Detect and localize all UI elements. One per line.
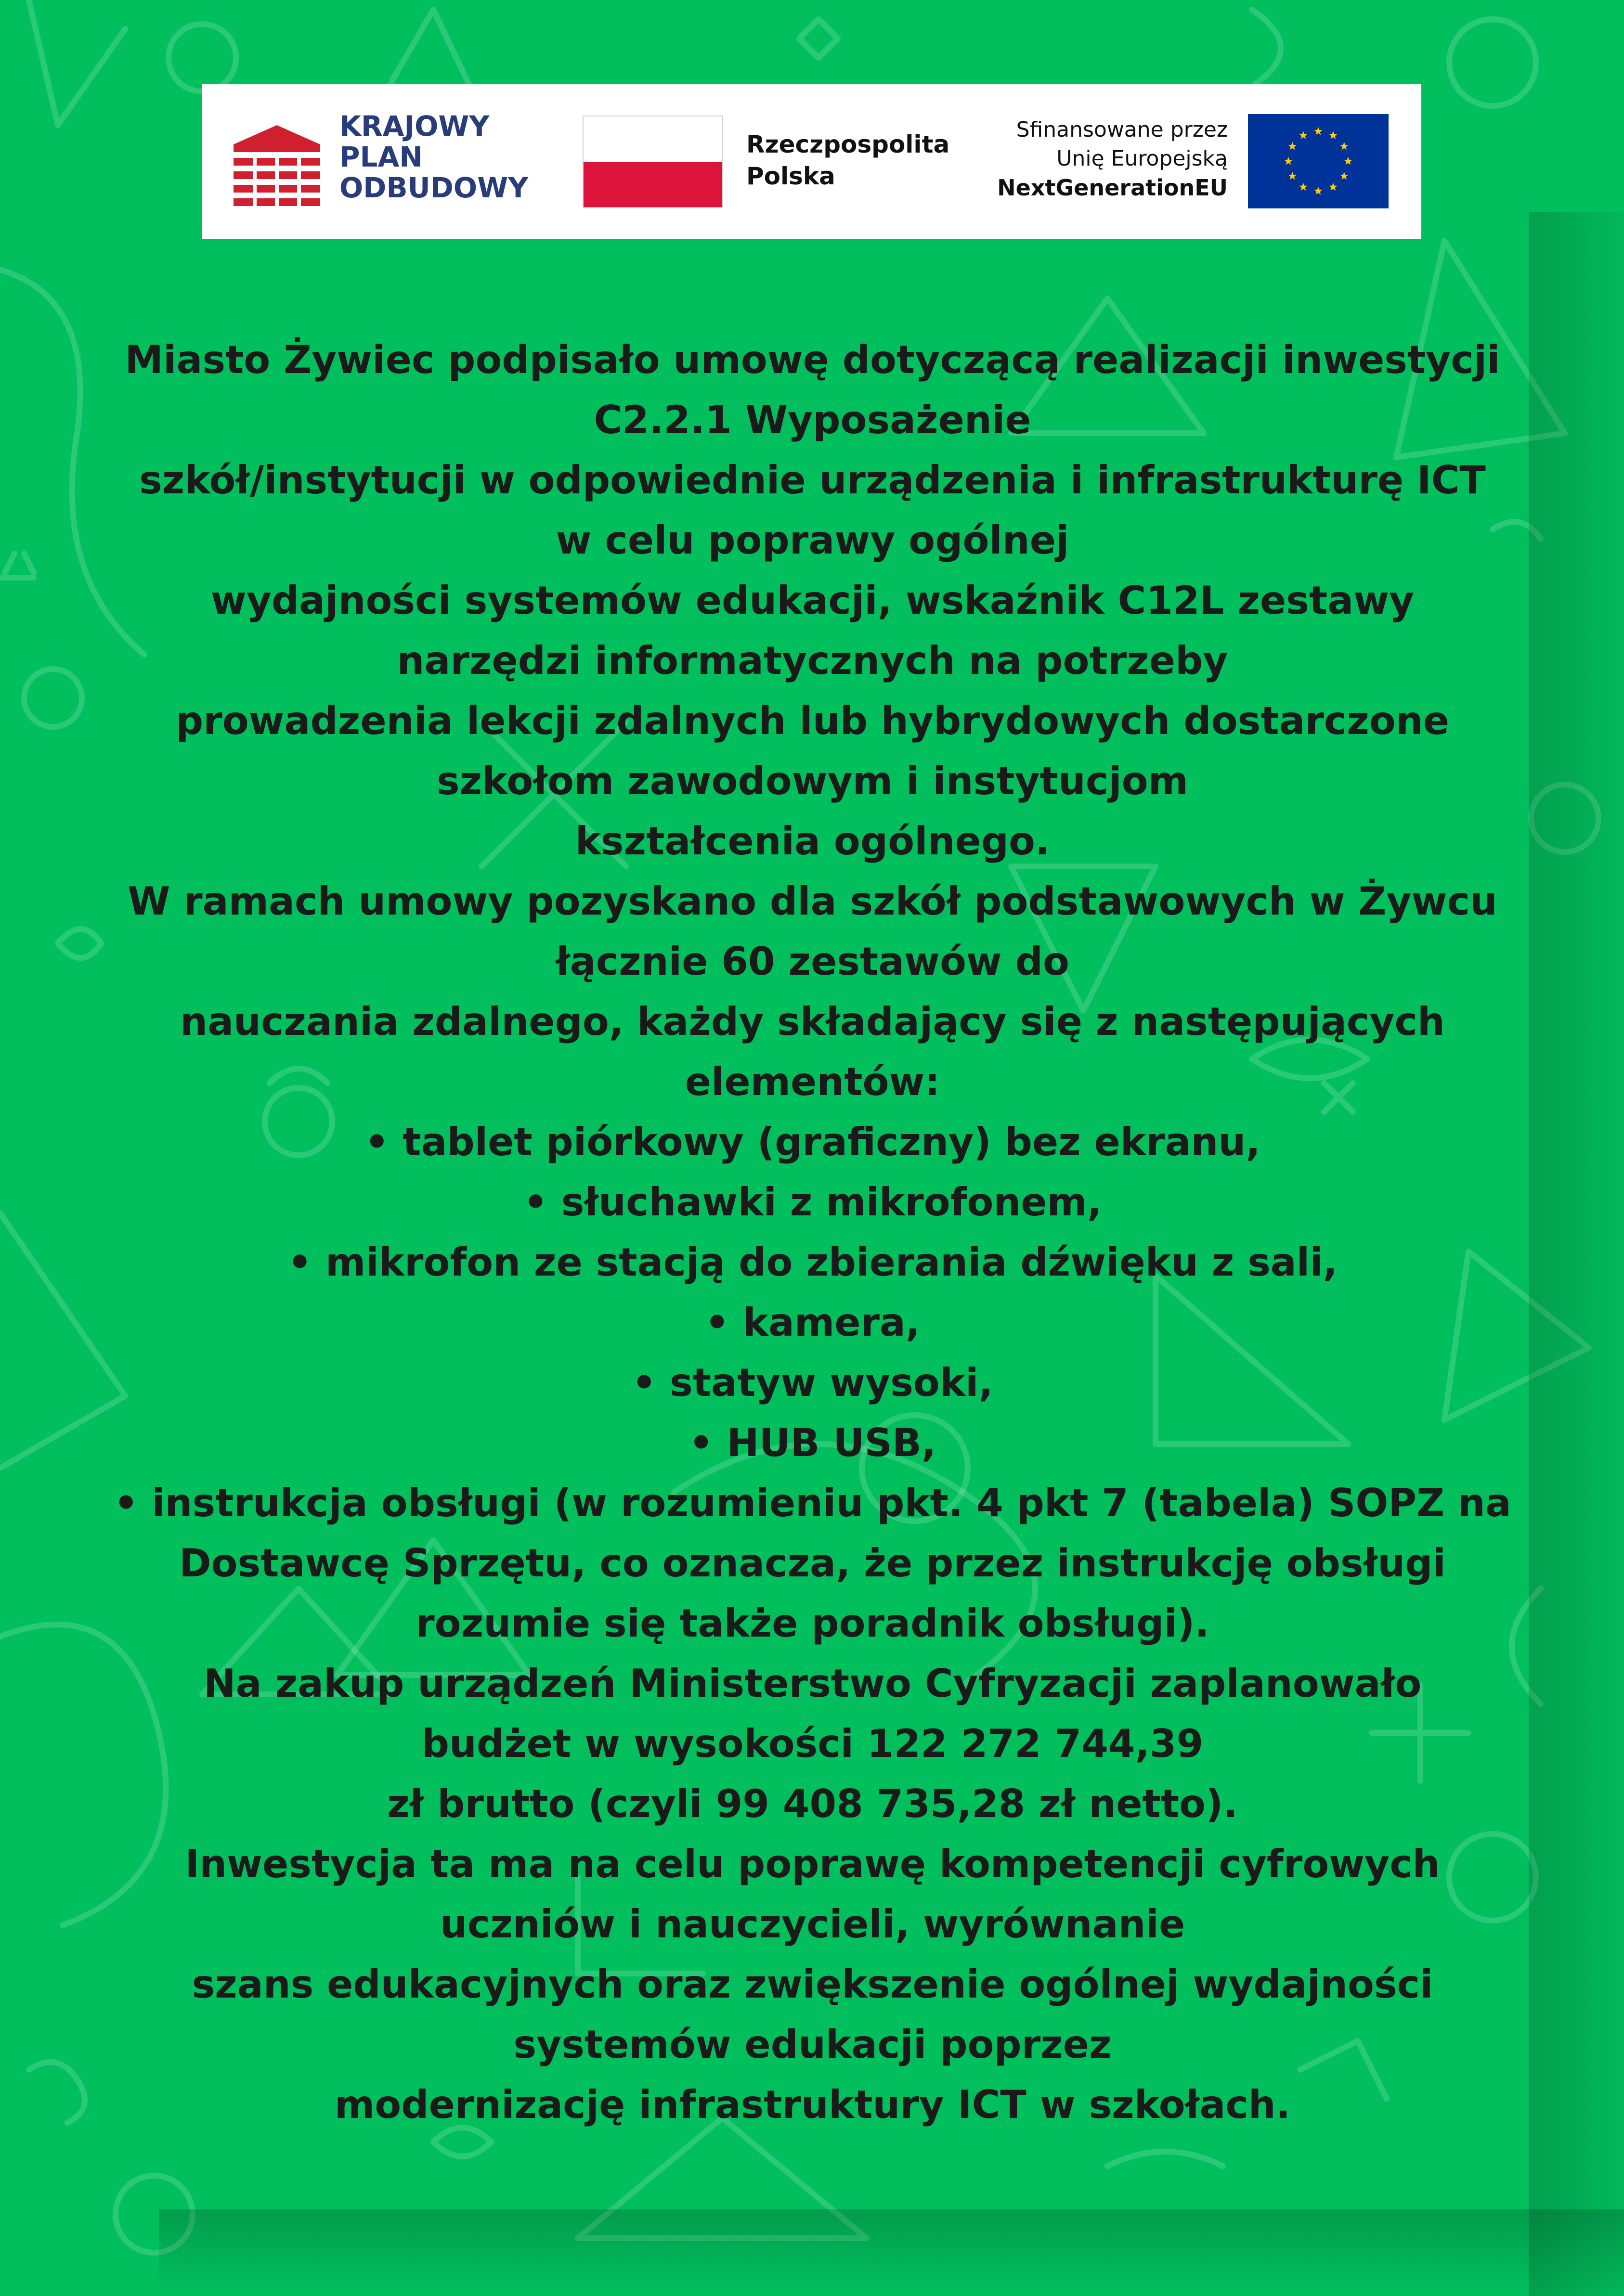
kpo-logo-text <box>339 111 528 203</box>
poland-line-1: Rzeczpospolita <box>746 130 950 158</box>
announcement-line: zł brutto (czyli 99 408 735,28 zł netto). <box>387 1781 1238 1826</box>
kpo-line-3: ODBUDOWY <box>339 171 529 204</box>
announcement-line: Dostawcę Sprzętu, co oznacza, że przez instrukcję obsługi <box>179 1541 1446 1586</box>
kpo-line-1: KRAJOWY <box>339 110 490 142</box>
announcement-line: elementów: <box>685 1059 940 1104</box>
announcement-line: uczniów i nauczycieli, wyrównanie <box>440 1902 1185 1947</box>
announcement-line: • statyw wysoki, <box>632 1360 993 1405</box>
announcement-line: szkołom zawodowym i instytucjom <box>437 759 1188 803</box>
eu-funding-text <box>953 116 1228 202</box>
announcement-line: Na zakup urządzeń Ministerstwo Cyfryzacji zaplanowało <box>203 1661 1422 1706</box>
announcement-line: modernizację infrastruktury ICT w szkołach. <box>334 2082 1291 2127</box>
announcement-line: • słuchawki z mikrofonem, <box>523 1180 1102 1225</box>
poland-flag-icon <box>583 116 723 208</box>
announcement-line: narzędzi informatycznych na potrzeby <box>397 638 1228 683</box>
announcement-line: • kamera, <box>704 1300 921 1345</box>
announcement-line: • HUB USB, <box>689 1420 936 1465</box>
announcement-line: • tablet piórkowy (graficzny) bez ekranu, <box>364 1120 1260 1164</box>
announcement-line: • mikrofon ze stacją do zbierania dźwięku z sali, <box>287 1240 1338 1285</box>
announcement-line: rozumie się także poradnik obsługi). <box>416 1601 1209 1646</box>
page-shadow-right <box>1529 212 1624 2296</box>
announcement-line: w celu poprawy ogólnej <box>556 518 1069 563</box>
page-shadow-bottom <box>159 2209 1624 2296</box>
announcement-line: prowadzenia lekcji zdalnych lub hybrydowych dostarczone <box>175 698 1450 743</box>
announcement-line: nauczania zdalnego, każdy składający się z następujących <box>180 999 1445 1044</box>
logo-banner <box>202 84 1421 239</box>
announcement-line: budżet w wysokości 122 272 744,39 <box>421 1721 1204 1766</box>
poland-line-2: Polska <box>746 162 835 190</box>
kpo-logo-icon <box>234 116 320 212</box>
kpo-line-2: PLAN <box>339 141 423 173</box>
announcement-line: kształcenia ogólnego. <box>575 819 1050 864</box>
announcement-line: szkół/instytucji w odpowiednie urządzenia i infrastrukturę ICT <box>139 458 1486 503</box>
announcement-line: systemów edukacji poprzez <box>513 2022 1112 2067</box>
announcement-line: łącznie 60 zestawów do <box>556 939 1069 984</box>
announcement-line: W ramach umowy pozyskano dla szkół podstawowych w Żywcu <box>128 879 1497 924</box>
eu-line-1: Sfinansowane przez <box>1016 117 1228 142</box>
announcement-line: wydajności systemów edukacji, wskaźnik C12L zestawy <box>210 578 1415 623</box>
announcement-line: • instrukcja obsługi (w rozumieniu pkt. 4 pkt 7 (tabela) SOPZ na <box>114 1481 1511 1525</box>
announcement-text <box>106 330 1519 2135</box>
announcement-line: Inwestycja ta ma na celu poprawę kompetencji cyfrowych <box>185 1842 1440 1886</box>
poland-logo-text <box>746 129 949 192</box>
eu-line-2: Unię Europejską <box>1056 146 1228 171</box>
announcement-line: Miasto Żywiec podpisało umowę dotyczącą realizacji inwestycji <box>125 337 1500 382</box>
eu-flag-icon <box>1248 114 1389 208</box>
announcement-line: C2.2.1 Wyposażenie <box>594 398 1031 442</box>
eu-line-3: NextGenerationEU <box>997 175 1228 201</box>
announcement-line: szans edukacyjnych oraz zwiększenie ogólnej wydajności <box>192 1962 1433 2007</box>
